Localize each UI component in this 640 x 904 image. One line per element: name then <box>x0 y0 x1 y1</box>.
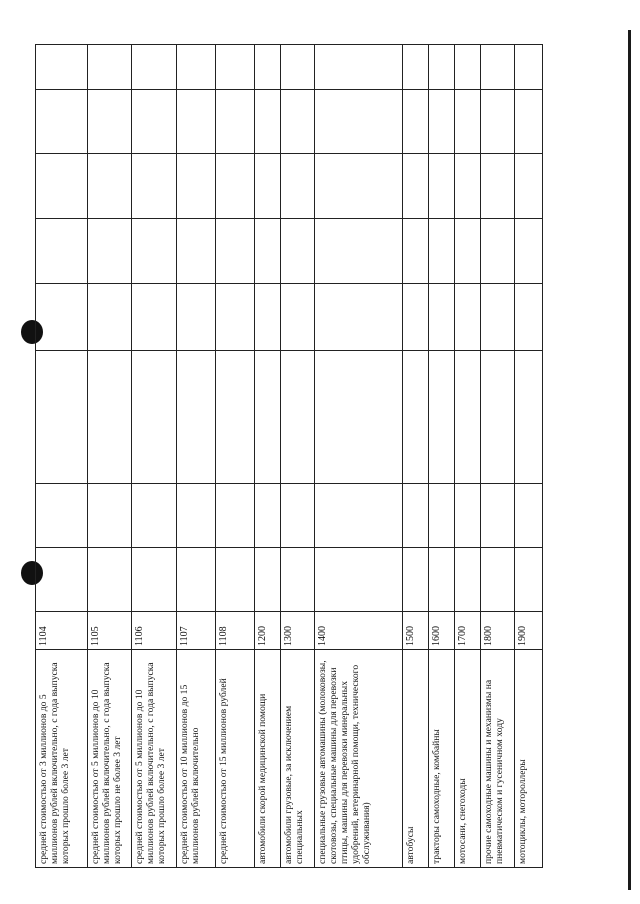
empty-cell <box>403 219 429 284</box>
empty-cell <box>177 351 216 484</box>
empty-cell <box>455 484 481 548</box>
empty-cell <box>455 548 481 612</box>
row-code: 1800 <box>481 612 515 650</box>
empty-cell <box>132 351 177 484</box>
empty-cell <box>403 154 429 219</box>
empty-cell <box>455 154 481 219</box>
empty-cell <box>36 154 88 219</box>
empty-cell <box>515 351 543 484</box>
row-label: мотоциклы, мотороллеры <box>515 650 543 868</box>
empty-cell <box>403 484 429 548</box>
empty-cell <box>36 484 88 548</box>
empty-cell <box>515 154 543 219</box>
empty-cell <box>255 484 281 548</box>
empty-cell <box>481 90 515 154</box>
empty-cell <box>281 45 315 90</box>
empty-cell <box>255 45 281 90</box>
empty-cell <box>177 284 216 351</box>
empty-cell <box>216 548 255 612</box>
table-row <box>281 45 315 868</box>
empty-cell <box>216 219 255 284</box>
row-code: 1500 <box>403 612 429 650</box>
row-label: тракторы самоходные, комбайны <box>429 650 455 868</box>
empty-cell <box>216 90 255 154</box>
empty-cell <box>255 154 281 219</box>
empty-cell <box>281 219 315 284</box>
table-row <box>481 45 515 868</box>
row-code: 1900 <box>515 612 543 650</box>
row-code: 1400 <box>315 612 403 650</box>
empty-cell <box>255 90 281 154</box>
empty-cell <box>481 548 515 612</box>
empty-cell <box>216 351 255 484</box>
empty-cell <box>216 45 255 90</box>
empty-cell <box>315 548 403 612</box>
empty-cell <box>36 90 88 154</box>
empty-cell <box>132 154 177 219</box>
empty-cell <box>481 484 515 548</box>
empty-cell <box>281 90 315 154</box>
empty-cell <box>315 45 403 90</box>
row-code: 1107 <box>177 612 216 650</box>
empty-cell <box>36 284 88 351</box>
empty-cell <box>455 351 481 484</box>
empty-cell <box>315 351 403 484</box>
rotated-table-wrapper <box>35 45 542 868</box>
empty-cell <box>429 154 455 219</box>
empty-cell <box>177 548 216 612</box>
table-row <box>515 45 543 868</box>
empty-cell <box>177 90 216 154</box>
empty-cell <box>455 284 481 351</box>
empty-cell <box>481 154 515 219</box>
empty-cell <box>429 90 455 154</box>
row-code: 1108 <box>216 612 255 650</box>
row-label: средней стоимостью от 3 миллионов до 5 миллионов рублей включительно, с года выпуска которых прошло более 3 лет <box>36 650 88 868</box>
empty-cell <box>177 154 216 219</box>
empty-cell <box>403 284 429 351</box>
empty-cell <box>481 284 515 351</box>
empty-cell <box>216 484 255 548</box>
empty-cell <box>177 484 216 548</box>
empty-cell <box>403 90 429 154</box>
empty-cell <box>255 219 281 284</box>
empty-cell <box>315 484 403 548</box>
row-label: средней стоимостью от 10 миллионов до 15 миллионов рублей включительно <box>177 650 216 868</box>
empty-cell <box>515 548 543 612</box>
empty-cell <box>132 90 177 154</box>
empty-cell <box>281 548 315 612</box>
empty-cell <box>515 284 543 351</box>
empty-cell <box>455 90 481 154</box>
row-label: автомобили грузовые, за исключением специальных <box>281 650 315 868</box>
row-code: 1200 <box>255 612 281 650</box>
table-row <box>36 45 88 868</box>
empty-cell <box>255 284 281 351</box>
empty-cell <box>315 154 403 219</box>
row-label: автобусы <box>403 650 429 868</box>
empty-cell <box>281 154 315 219</box>
row-code: 1700 <box>455 612 481 650</box>
empty-cell <box>88 154 132 219</box>
empty-cell <box>132 219 177 284</box>
empty-cell <box>281 351 315 484</box>
empty-cell <box>481 219 515 284</box>
empty-cell <box>36 219 88 284</box>
empty-cell <box>36 45 88 90</box>
empty-cell <box>515 45 543 90</box>
empty-cell <box>36 548 88 612</box>
empty-cell <box>255 351 281 484</box>
row-label: прочие самоходные машины и механизмы на пневматическом и гусеничном ходу <box>481 650 515 868</box>
empty-cell <box>132 284 177 351</box>
empty-cell <box>281 284 315 351</box>
empty-cell <box>88 351 132 484</box>
empty-cell <box>403 45 429 90</box>
empty-cell <box>132 45 177 90</box>
empty-cell <box>216 154 255 219</box>
empty-cell <box>315 90 403 154</box>
row-code: 1600 <box>429 612 455 650</box>
empty-cell <box>88 484 132 548</box>
empty-cell <box>216 284 255 351</box>
table-row <box>429 45 455 868</box>
row-label: средней стоимостью от 5 миллионов до 10 миллионов рублей включительно, с года выпуска которых прошло не более 3 лет <box>88 650 132 868</box>
empty-cell <box>481 45 515 90</box>
empty-cell <box>36 351 88 484</box>
table-row <box>315 45 403 868</box>
row-label: мотосани, снегоходы <box>455 650 481 868</box>
empty-cell <box>515 219 543 284</box>
empty-cell <box>515 90 543 154</box>
table-body <box>36 45 543 868</box>
empty-cell <box>88 219 132 284</box>
empty-cell <box>177 45 216 90</box>
empty-cell <box>177 219 216 284</box>
row-code: 1106 <box>132 612 177 650</box>
empty-cell <box>255 548 281 612</box>
table-row <box>403 45 429 868</box>
empty-cell <box>315 284 403 351</box>
empty-cell <box>315 219 403 284</box>
empty-cell <box>429 351 455 484</box>
empty-cell <box>88 90 132 154</box>
empty-cell <box>515 484 543 548</box>
empty-cell <box>481 351 515 484</box>
table-row <box>255 45 281 868</box>
empty-cell <box>132 548 177 612</box>
empty-cell <box>429 548 455 612</box>
table-row <box>455 45 481 868</box>
vehicle-table <box>35 44 543 868</box>
empty-cell <box>132 484 177 548</box>
empty-cell <box>403 548 429 612</box>
row-code: 1104 <box>36 612 88 650</box>
row-code: 1300 <box>281 612 315 650</box>
empty-cell <box>429 484 455 548</box>
row-label: средней стоимостью от 15 миллионов рублей <box>216 650 255 868</box>
page-edge <box>628 30 631 890</box>
empty-cell <box>455 45 481 90</box>
row-label: автомобили скорой медицинской помощи <box>255 650 281 868</box>
table-row <box>177 45 216 868</box>
table-row <box>216 45 255 868</box>
empty-cell <box>403 351 429 484</box>
empty-cell <box>429 219 455 284</box>
empty-cell <box>281 484 315 548</box>
row-code: 1105 <box>88 612 132 650</box>
empty-cell <box>429 284 455 351</box>
table-row <box>132 45 177 868</box>
table-row <box>88 45 132 868</box>
empty-cell <box>88 45 132 90</box>
empty-cell <box>88 548 132 612</box>
empty-cell <box>429 45 455 90</box>
empty-cell <box>455 219 481 284</box>
row-label: специальные грузовые автомашины (молоковозы, скотовозы, специальные машины для перевозки птицы, машины для перевозки минеральных удобрений, ветеринарной помощи, технического обслуживания) <box>315 650 403 868</box>
row-label: средней стоимостью от 5 миллионов до 10 миллионов рублей включительно, с года выпуска которых прошло более 3 лет <box>132 650 177 868</box>
empty-cell <box>88 284 132 351</box>
